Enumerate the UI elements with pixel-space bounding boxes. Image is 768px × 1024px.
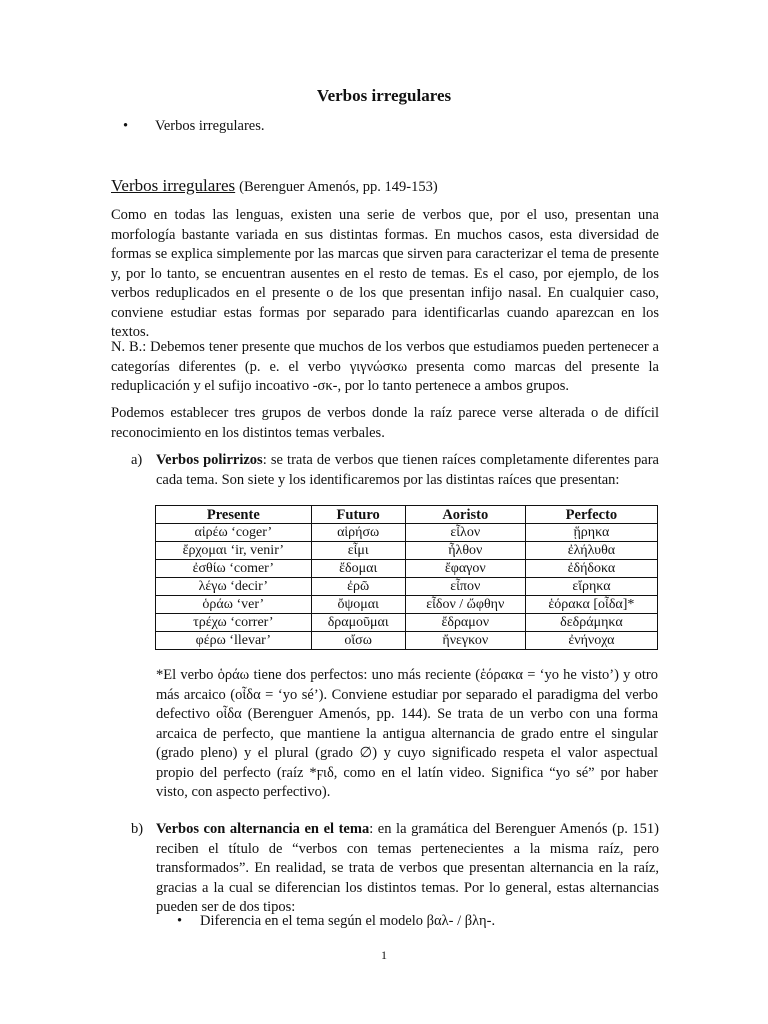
table-cell: αἱρήσω [311, 524, 405, 542]
paragraph-nota-bene: N. B.: Debemos tener presente que muchos de los verbos que estudiamos pueden pertenecer a categorías diferentes (p. e. el verbo γιγνώσκω presenta como marcas del presente la reduplicación y el sufijo incoativo -σκ-, por lo tanto pertenece a ambos grupos. [111, 339, 659, 394]
table-cell: ἔδομαι [311, 560, 405, 578]
table-cell: εἶμι [311, 542, 405, 560]
list-bold-b: Verbos con alternancia en el tema [156, 821, 370, 837]
page-title: Verbos irregulares [316, 86, 452, 105]
table-cell: ὄψομαι [311, 596, 405, 614]
table-cell: ἔφαγον [405, 560, 525, 578]
table-cell: δραμοῦμαι [311, 614, 405, 632]
sub-bullet-text: Diferencia en el tema según el modelo βαλ- / βλη-. [200, 913, 496, 929]
table-cell: εἶπον [405, 578, 525, 596]
table-row [156, 614, 658, 632]
section-title: Verbos irregulares [111, 176, 236, 195]
list-body-b [156, 820, 659, 918]
table-cell: ἐδήδοκα [525, 560, 657, 578]
table-row [156, 542, 658, 560]
table-cell: ἐλήλυθα [525, 542, 657, 560]
section-reference: (Berenguer Amenós, pp. 149-153) [239, 179, 438, 195]
bullet-icon: • [123, 118, 129, 134]
table-cell: ἔρχομαι ‘ir, venir’ [156, 542, 312, 560]
table-header: Perfecto [525, 506, 657, 524]
table-cell: οἴσω [311, 632, 405, 650]
table-cell: εἷλον [405, 524, 525, 542]
list-text-b: : en la gramática del Berenguer Amenós (p. 151) reciben el título de “verbos con temas pertenecientes a la misma raíz, pero transformados”. En realidad, se trata de verbos que presentan alternancia en la raíz, gracias a la cual se diferencian los distintos temas. Por lo general, estas alternancias pueden ser de dos tipos: [156, 821, 659, 915]
section-heading [111, 176, 438, 196]
table-row [156, 596, 658, 614]
list-label-a: a) [131, 452, 143, 468]
table-row [156, 578, 658, 596]
list-bold-a: Verbos polirrizos [156, 452, 263, 468]
table-row [156, 524, 658, 542]
verb-table [155, 505, 658, 650]
table-cell: εἶδον / ὤφθην [405, 596, 525, 614]
table-header: Presente [156, 506, 312, 524]
table-cell: τρέχω ‘correr’ [156, 614, 312, 632]
list-label-b: b) [131, 821, 144, 837]
table-cell: φέρω ‘llevar’ [156, 632, 312, 650]
paragraph-groups: Podemos establecer tres grupos de verbos donde la raíz parece verse alterada o de difícil reconocimiento en los distintos temas verbales. [111, 405, 659, 441]
table-cell: ἔδραμον [405, 614, 525, 632]
table-cell: ἐσθίω ‘comer’ [156, 560, 312, 578]
table-cell: λέγω ‘decir’ [156, 578, 312, 596]
table-cell: ἤνεγκον [405, 632, 525, 650]
table-cell: ἑόρακα [οἶδα]* [525, 596, 657, 614]
footnote-paragraph: *El verbo ὁράω tiene dos perfectos: uno más reciente (ἑόρακα = ‘yo he visto’) y otro más arcaico (οἶδα = ‘yo sé’). Conviene estudiar por separado el paradigma del verbo defectivo οἶδα (Berenguer Amenós, pp. 144). Se trata de un verbo con una forma arcaica de perfecto, que mantiene la antigua alternancia de grado entre el singular (grado pleno) y el plural (grado ∅) y cuyo significado respeta el valor aspectual propio del perfecto (raíz *ϝιδ, como en el latín video. Significa “yo sé” por haber visto, con aspecto perfectivo). [156, 667, 658, 800]
list-body-a [156, 451, 659, 490]
bullet-icon: • [177, 913, 183, 929]
table-cell: ἐνήνοχα [525, 632, 657, 650]
table-cell: ὁράω ‘ver’ [156, 596, 312, 614]
bullet-text: Verbos irregulares. [155, 118, 265, 134]
table-row [156, 632, 658, 650]
page-number: 1 [381, 948, 387, 962]
table-cell: ἦλθον [405, 542, 525, 560]
table-row [156, 560, 658, 578]
table-header: Futuro [311, 506, 405, 524]
table-header-row [156, 506, 658, 524]
table-cell: εἴρηκα [525, 578, 657, 596]
list-text-a: : se trata de verbos que tienen raíces completamente diferentes para cada tema. Son siete y los identificaremos por las distintas raíces que presentan: [156, 452, 659, 488]
table-cell: δεδράμηκα [525, 614, 657, 632]
table-header: Aoristo [405, 506, 525, 524]
table-cell: ἐρῶ [311, 578, 405, 596]
table-cell: ᾕρηκα [525, 524, 657, 542]
paragraph-intro: Como en todas las lenguas, existen una serie de verbos que, por el uso, presentan una morfología bastante variada en sus distintas formas. En muchos casos, esta diversidad de formas se explica simplemente por las marcas que sirven para caracterizar el tema de presente y, por lo tanto, se encuentran ausentes en el resto de temas. Es el caso, por ejemplo, de los verbos reduplicados en el presente o de los que presentan infijo nasal. En cualquier caso, conviene estudiar estas formas por separado para identificarlas cuando aparezcan en los textos. [111, 207, 659, 340]
table-cell: αἱρέω ‘coger’ [156, 524, 312, 542]
